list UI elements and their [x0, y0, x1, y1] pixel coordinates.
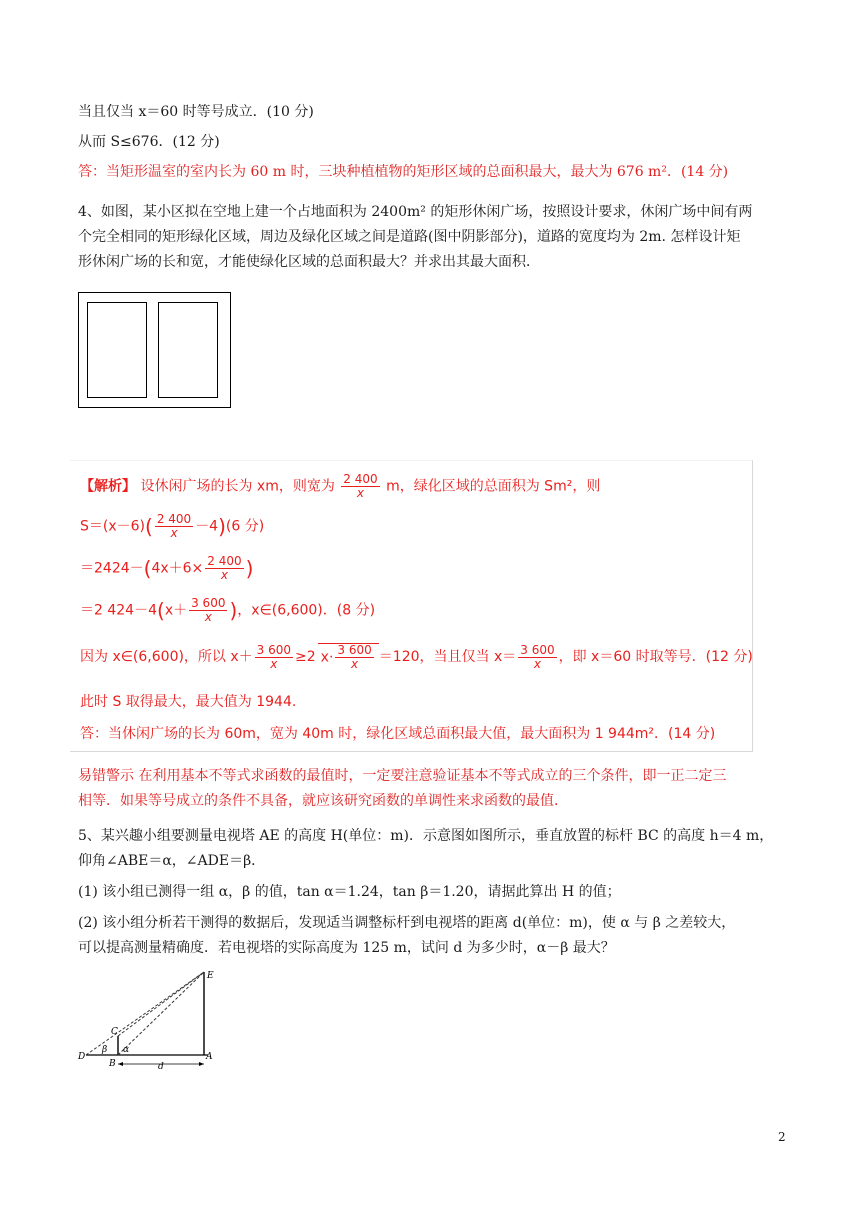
page-number: 2	[778, 1130, 786, 1144]
solution-row-5: 因为 x∈(6,600)，所以 x＋ $\frac{3 600}{x}$ ≥2 x· $\frac{3 600}{x}$ ＝120，当且仅当 x＝ $\frac{3 600}{x}$ ，即 x＝60 时取等号．(12 分)	[80, 642, 753, 671]
text-s-bound: 从而 S≤676．(12 分)	[78, 134, 220, 150]
solution-row-3: ＝2424－(4x＋6× $\frac{2 400}{x}$ )	[80, 554, 254, 582]
green-area-right	[158, 302, 218, 398]
label-c: C	[111, 1027, 118, 1037]
problem-5-q2b: 可以提高测量精确度．若电视塔的实际高度为 125 m，试问 d 为多少时，α－β 最大？	[78, 940, 615, 956]
label-e: E	[207, 971, 214, 981]
solution-answer: 答：当休闲广场的长为 60m，宽为 40m 时，绿化区域总面积最大值，最大面积为 1 944m²．(14 分)	[80, 726, 716, 742]
problem-5-line-1: 5、某兴趣小组要测量电视塔 AE 的高度 H(单位：m)．示意图如图所示，垂直放置的标杆 BC 的高度 h＝4 m，	[78, 828, 774, 844]
problem-5-q1: (1) 该小组已测得一组 α，β 的值，tan α＝1.24，tan β＝1.20，请据此算出 H 的值；	[78, 884, 621, 900]
error-warning: 易错警示 在利用基本不等式求函数的最值时，一定要注意验证基本不等式成立的三个条件，即一正二定三 相等．如果等号成立的条件不具备，就应该研究函数的单调性来求函数的最值．	[78, 768, 727, 809]
solution-tag: 【解析】	[80, 478, 136, 495]
label-d: D	[78, 1052, 86, 1062]
green-area-left	[87, 302, 147, 398]
solution-row-1: 【解析】 设休闲广场的长为 xm，则宽为 $\frac{2 400}{x}$ m，绿化区域的总面积为 Sm²，则	[80, 472, 601, 500]
problem-4-line-3: 形休闲广场的长和宽，才能使绿化区域的总面积最大？并求出其最大面积．	[78, 254, 540, 270]
solution-row-4: ＝2 424－4(x＋ $\frac{3 600}{x}$ )，x∈(6,600)．(8 分)	[80, 596, 376, 624]
problem-5-q2a: (2) 该小组分析若干测得的数据后，发现适当调整标杆到电视塔的距离 d(单位：m)，使 α 与 β 之差较大，	[78, 915, 736, 931]
label-b: B	[109, 1059, 116, 1069]
plaza-figure	[78, 292, 231, 408]
problem-5	[78, 824, 784, 961]
tower-diagram	[78, 968, 218, 1070]
label-beta: β	[102, 1045, 108, 1055]
problem-4	[78, 200, 784, 275]
warning-label: 易错警示	[78, 768, 134, 784]
solution-row-6: 此时 S 取得最大，最大值为 1944.	[80, 694, 297, 710]
label-alpha: α	[123, 1045, 130, 1055]
problem-4-line-1: 4、如图，某小区拟在空地上建一个占地面积为 2400m² 的矩形休闲广场，按照设计要求，休闲广场中间有两	[78, 204, 753, 220]
text-equality-condition: 当且仅当 x＝60 时等号成立．(10 分)	[78, 104, 314, 120]
solution-row-2: S＝(x－6)( $\frac{2 400}{x}$ －4)(6 分)	[80, 512, 265, 540]
problem-5-line-2: 仰角∠ABE＝α，∠ADE＝β．	[78, 853, 266, 869]
problem-4-line-2: 个完全相同的矩形绿化区域，周边及绿化区域之间是道路(图中阴影部分)，道路的宽度均为 2m. 怎样设计矩	[78, 229, 741, 245]
label-a: A	[206, 1052, 213, 1062]
fraction-2400-x: $\frac{2 400}{x}$	[343, 472, 378, 500]
label-dist-d: d	[158, 1062, 164, 1070]
answer-3: 答：当矩形温室的室内长为 60 m 时，三块种植植物的矩形区域的总面积最大，最大为 676 m²．(14 分)	[78, 164, 729, 180]
solution-box	[70, 460, 753, 752]
